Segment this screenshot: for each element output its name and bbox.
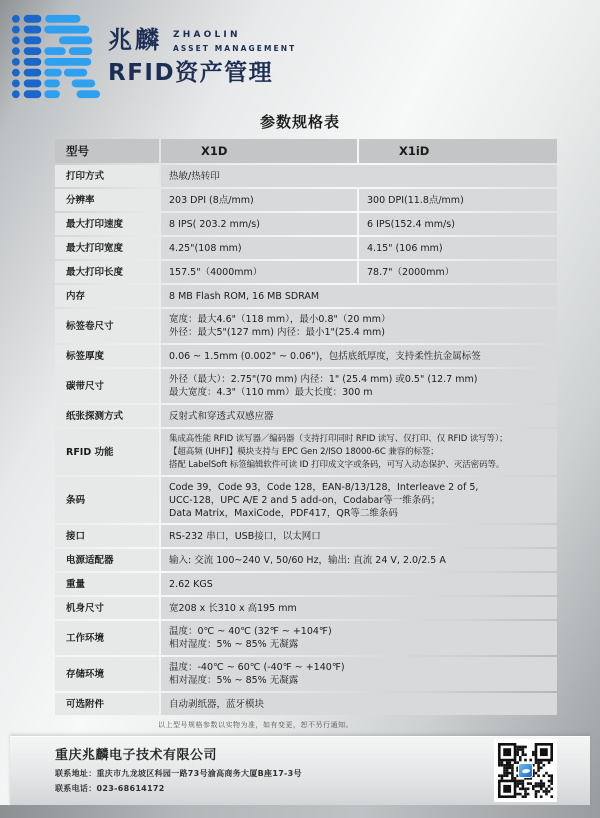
row-label: 工作环境 xyxy=(55,621,159,655)
table-row-resolution xyxy=(55,189,557,211)
row-value-x1d: 8 IPS( 203.2 mm/s) xyxy=(161,213,357,235)
row-value-x1id: 6 IPS(152.4 mm/s) xyxy=(359,213,557,235)
row-value: 宽208 x 长310 x 高195 mm xyxy=(161,597,557,619)
row-label: 重量 xyxy=(55,573,159,595)
table-row-barcode xyxy=(55,477,557,523)
row-label: 标签卷尺寸 xyxy=(55,309,159,343)
row-label: 分辨率 xyxy=(55,189,159,211)
table-row-paper-detection xyxy=(55,405,557,427)
row-value: 集成高性能 RFID 读写器／编码器（支持打印同时 RFID 读写、仅打印、仅 RFID 读写等）； 【超高频 (UHF)】模块支持与 EPC Gen 2/ISO 18000-6C 兼容的标签； 搭配 LabelSoft 标签编辑软件可读 ID 打印成文字或条码，可写入动态保护、灭活密码等。 xyxy=(161,429,557,475)
row-value-x1d: 157.5"（4000mm） xyxy=(161,261,357,283)
contact-phone-label: 联系电话： xyxy=(55,784,97,793)
disclaimer-note: 以上型号规格参数以实物为准，如有变更，恕不另行通知。 xyxy=(158,721,353,729)
row-label: 电源适配器 xyxy=(55,549,159,571)
company-name: 重庆兆麟电子技术有限公司 xyxy=(55,748,218,763)
brand-text-block xyxy=(108,28,296,85)
row-label: 打印方式 xyxy=(55,165,159,187)
table-row-label-roll-size xyxy=(55,309,557,343)
row-value: 温度：-40℃ ~ 60℃ (-40℉ ~ +140℉) 相对湿度：5% ~ 85% 无凝露 xyxy=(161,657,557,691)
contact-address xyxy=(55,768,302,779)
row-value-x1d: 203 DPI (8点/mm) xyxy=(161,189,357,211)
row-value: 热敏/热转印 xyxy=(161,165,557,187)
row-value: 2.62 KGS xyxy=(161,573,557,595)
table-row-memory xyxy=(55,285,557,307)
table-row-print-method xyxy=(55,165,557,187)
row-value: 宽度：最大4.6"（118 mm），最小0.8"（20 mm） 外径：最大5"(127 mm) 内径：最小1"(25.4 mm) xyxy=(161,309,557,343)
brand-name-en: ZHAOLIN xyxy=(173,30,241,40)
row-value-x1id: 4.15" (106 mm) xyxy=(359,237,557,259)
row-value: 反射式和穿透式双感应器 xyxy=(161,405,557,427)
table-row-max-print-width xyxy=(55,237,557,259)
row-value: RS-232 串口，USB接口，以太网口 xyxy=(161,525,557,547)
table-row-optional-accessories xyxy=(55,693,557,715)
spec-table xyxy=(55,139,557,717)
qr-center-logo-icon xyxy=(518,763,533,778)
page-title: 参数规格表 xyxy=(259,113,340,131)
brand-name-cn: 兆麟 xyxy=(108,26,162,54)
row-label: 碳带尺寸 xyxy=(55,369,159,403)
table-row-interface xyxy=(55,525,557,547)
row-label: 最大打印宽度 xyxy=(55,237,159,259)
table-row-rfid-function xyxy=(55,429,557,475)
table-row-ribbon-size xyxy=(55,369,557,403)
brand-tagline-en: ASSET MANAGEMENT xyxy=(173,44,297,53)
row-value: Code 39，Code 93，Code 128，EAN-8/13/128，Interleave 2 of 5, UCC-128，UPC A/E 2 and 5 add-on，Codabar等一维条码； Data Matrix，MaxiCode，PDF417，QR等二维条码 xyxy=(161,477,557,523)
row-label: 内存 xyxy=(55,285,159,307)
table-header-row xyxy=(55,139,557,163)
header-model-x1id: X1iD xyxy=(359,139,557,163)
row-label: 最大打印长度 xyxy=(55,261,159,283)
brand-product-line: RFID资产管理 xyxy=(108,60,274,86)
zhaolin-dash-R-logo-icon xyxy=(10,12,102,100)
row-value: 外径（最大）：2.75"(70 mm) 内径：1" (25.4 mm) 或0.5" (12.7 mm) 最大宽度：4.3"（110 mm）最大长度：300 m xyxy=(161,369,557,403)
row-value: 输入: 交流 100~240 V, 50/60 Hz，输出: 直流 24 V, 2.0/2.5 A xyxy=(161,549,557,571)
row-value: 8 MB Flash ROM, 16 MB SDRAM xyxy=(161,285,557,307)
table-row-storage-environment xyxy=(55,657,557,691)
table-row-weight xyxy=(55,573,557,595)
contact-phone xyxy=(55,783,165,794)
row-value: 0.06 ~ 1.5mm (0.002" ~ 0.06")，包括底纸厚度，支持柔性抗金属标签 xyxy=(161,345,557,367)
row-label: 接口 xyxy=(55,525,159,547)
table-row-power-adapter xyxy=(55,549,557,571)
row-value-x1id: 300 DPI(11.8点/mm) xyxy=(359,189,557,211)
row-value: 自动剥纸器，蓝牙模块 xyxy=(161,693,557,715)
row-value-x1id: 78.7"（2000mm） xyxy=(359,261,557,283)
row-value-x1d: 4.25"(108 mm) xyxy=(161,237,357,259)
bottom-band xyxy=(0,805,600,818)
header-model-label: 型号 xyxy=(55,139,159,163)
table-row-body-dimensions xyxy=(55,597,557,619)
table-row-max-print-length xyxy=(55,261,557,283)
qr-code xyxy=(494,739,557,802)
row-label: 条码 xyxy=(55,477,159,523)
row-label: 标签厚度 xyxy=(55,345,159,367)
footer-panel xyxy=(10,736,590,806)
contact-phone-value: 023-68614172 xyxy=(96,784,165,793)
table-row-max-print-speed xyxy=(55,213,557,235)
table-row-operating-environment xyxy=(55,621,557,655)
row-label: 最大打印速度 xyxy=(55,213,159,235)
row-label: 机身尺寸 xyxy=(55,597,159,619)
row-label: 纸张探测方式 xyxy=(55,405,159,427)
table-row-label-thickness xyxy=(55,345,557,367)
row-value: 温度：0℃ ~ 40℃ (32℉ ~ +104℉) 相对湿度：5% ~ 85% 无凝露 xyxy=(161,621,557,655)
row-label: 可选附件 xyxy=(55,693,159,715)
header-model-x1d: X1D xyxy=(161,139,357,163)
contact-address-value: 重庆市九龙坡区科园一路73号渝高商务大厦B座17-3号 xyxy=(96,769,302,778)
row-label: 存储环境 xyxy=(55,657,159,691)
row-label: RFID 功能 xyxy=(55,429,159,475)
contact-address-label: 联系地址： xyxy=(55,769,97,778)
